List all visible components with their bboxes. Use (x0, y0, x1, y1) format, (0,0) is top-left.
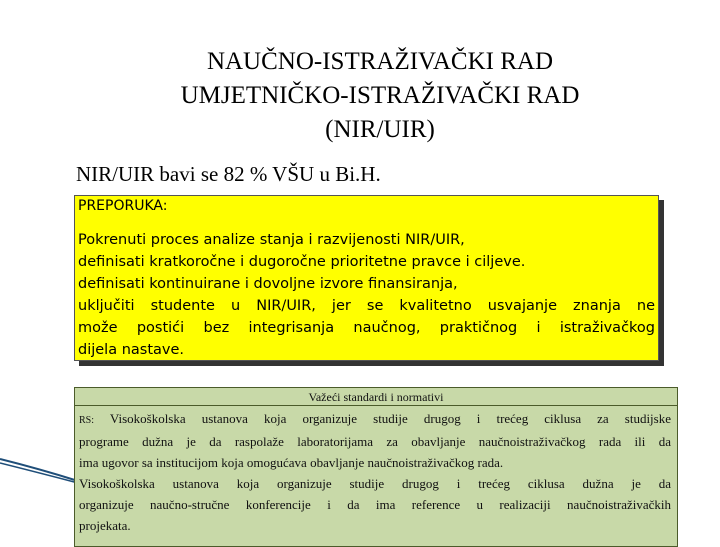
standards-line: programe dužna je da raspolaže laboratorijama za obavljanje naučnoistraživačkog rada ili da (79, 434, 671, 449)
recommendation-line: uključiti studente u NIR/UIR, jer se kvalitetno usvajanje znanja ne (78, 298, 655, 314)
title-line-1: NAUČNO-ISTRAŽIVAČKI RAD (206, 48, 554, 75)
standards-line: ima ugovor sa institucijom koja omogućava obavljanje naučnoistraživačkog rada. (79, 455, 504, 470)
standards-box (74, 387, 678, 547)
standards-line-text: Visokoškolska ustanova koja organizuje studije drugog i trećeg ciklusa za studijske (109, 411, 671, 426)
decorative-swoosh (0, 455, 80, 485)
recommendation-line: može postići bez integrisanja naučnog, praktičnog i istraživačkog (78, 320, 655, 336)
standards-line (79, 408, 671, 431)
recommendation-heading: PREPORUKA: (78, 198, 168, 214)
standards-line: organizuje naučno-stručne konferencije i da ima reference u realizaciji naučnoistraživačkih (79, 497, 671, 512)
recommendation-line: definisati kratkoročne i dugoročne prioritetne pravce i ciljeve. (78, 254, 526, 270)
recommendation-line: dijela nastave. (78, 342, 185, 358)
standards-text (75, 406, 677, 536)
recommendation-box (74, 195, 659, 361)
rs-label: RS: (79, 415, 95, 426)
title-line-2: UMJETNIČKO-ISTRAŽIVAČKI RAD (180, 82, 580, 109)
statistic-subtitle: NIR/UIR bavi se 82 % VŠU u Bi.H. (76, 162, 381, 186)
standards-header: Važeći standardi i normativi (75, 389, 677, 406)
standards-line: Visokoškolska ustanova koja organizuje studije drugog i trećeg ciklusa dužna je da (79, 476, 671, 491)
recommendation-line: definisati kontinuirane i dovoljne izvore finansiranja, (78, 276, 458, 292)
recommendation-line: Pokrenuti proces analize stanja i razvijenosti NIR/UIR, (78, 232, 465, 248)
page-title (60, 45, 700, 147)
standards-line: projekata. (79, 518, 131, 533)
title-line-3: (NIR/UIR) (325, 116, 435, 143)
